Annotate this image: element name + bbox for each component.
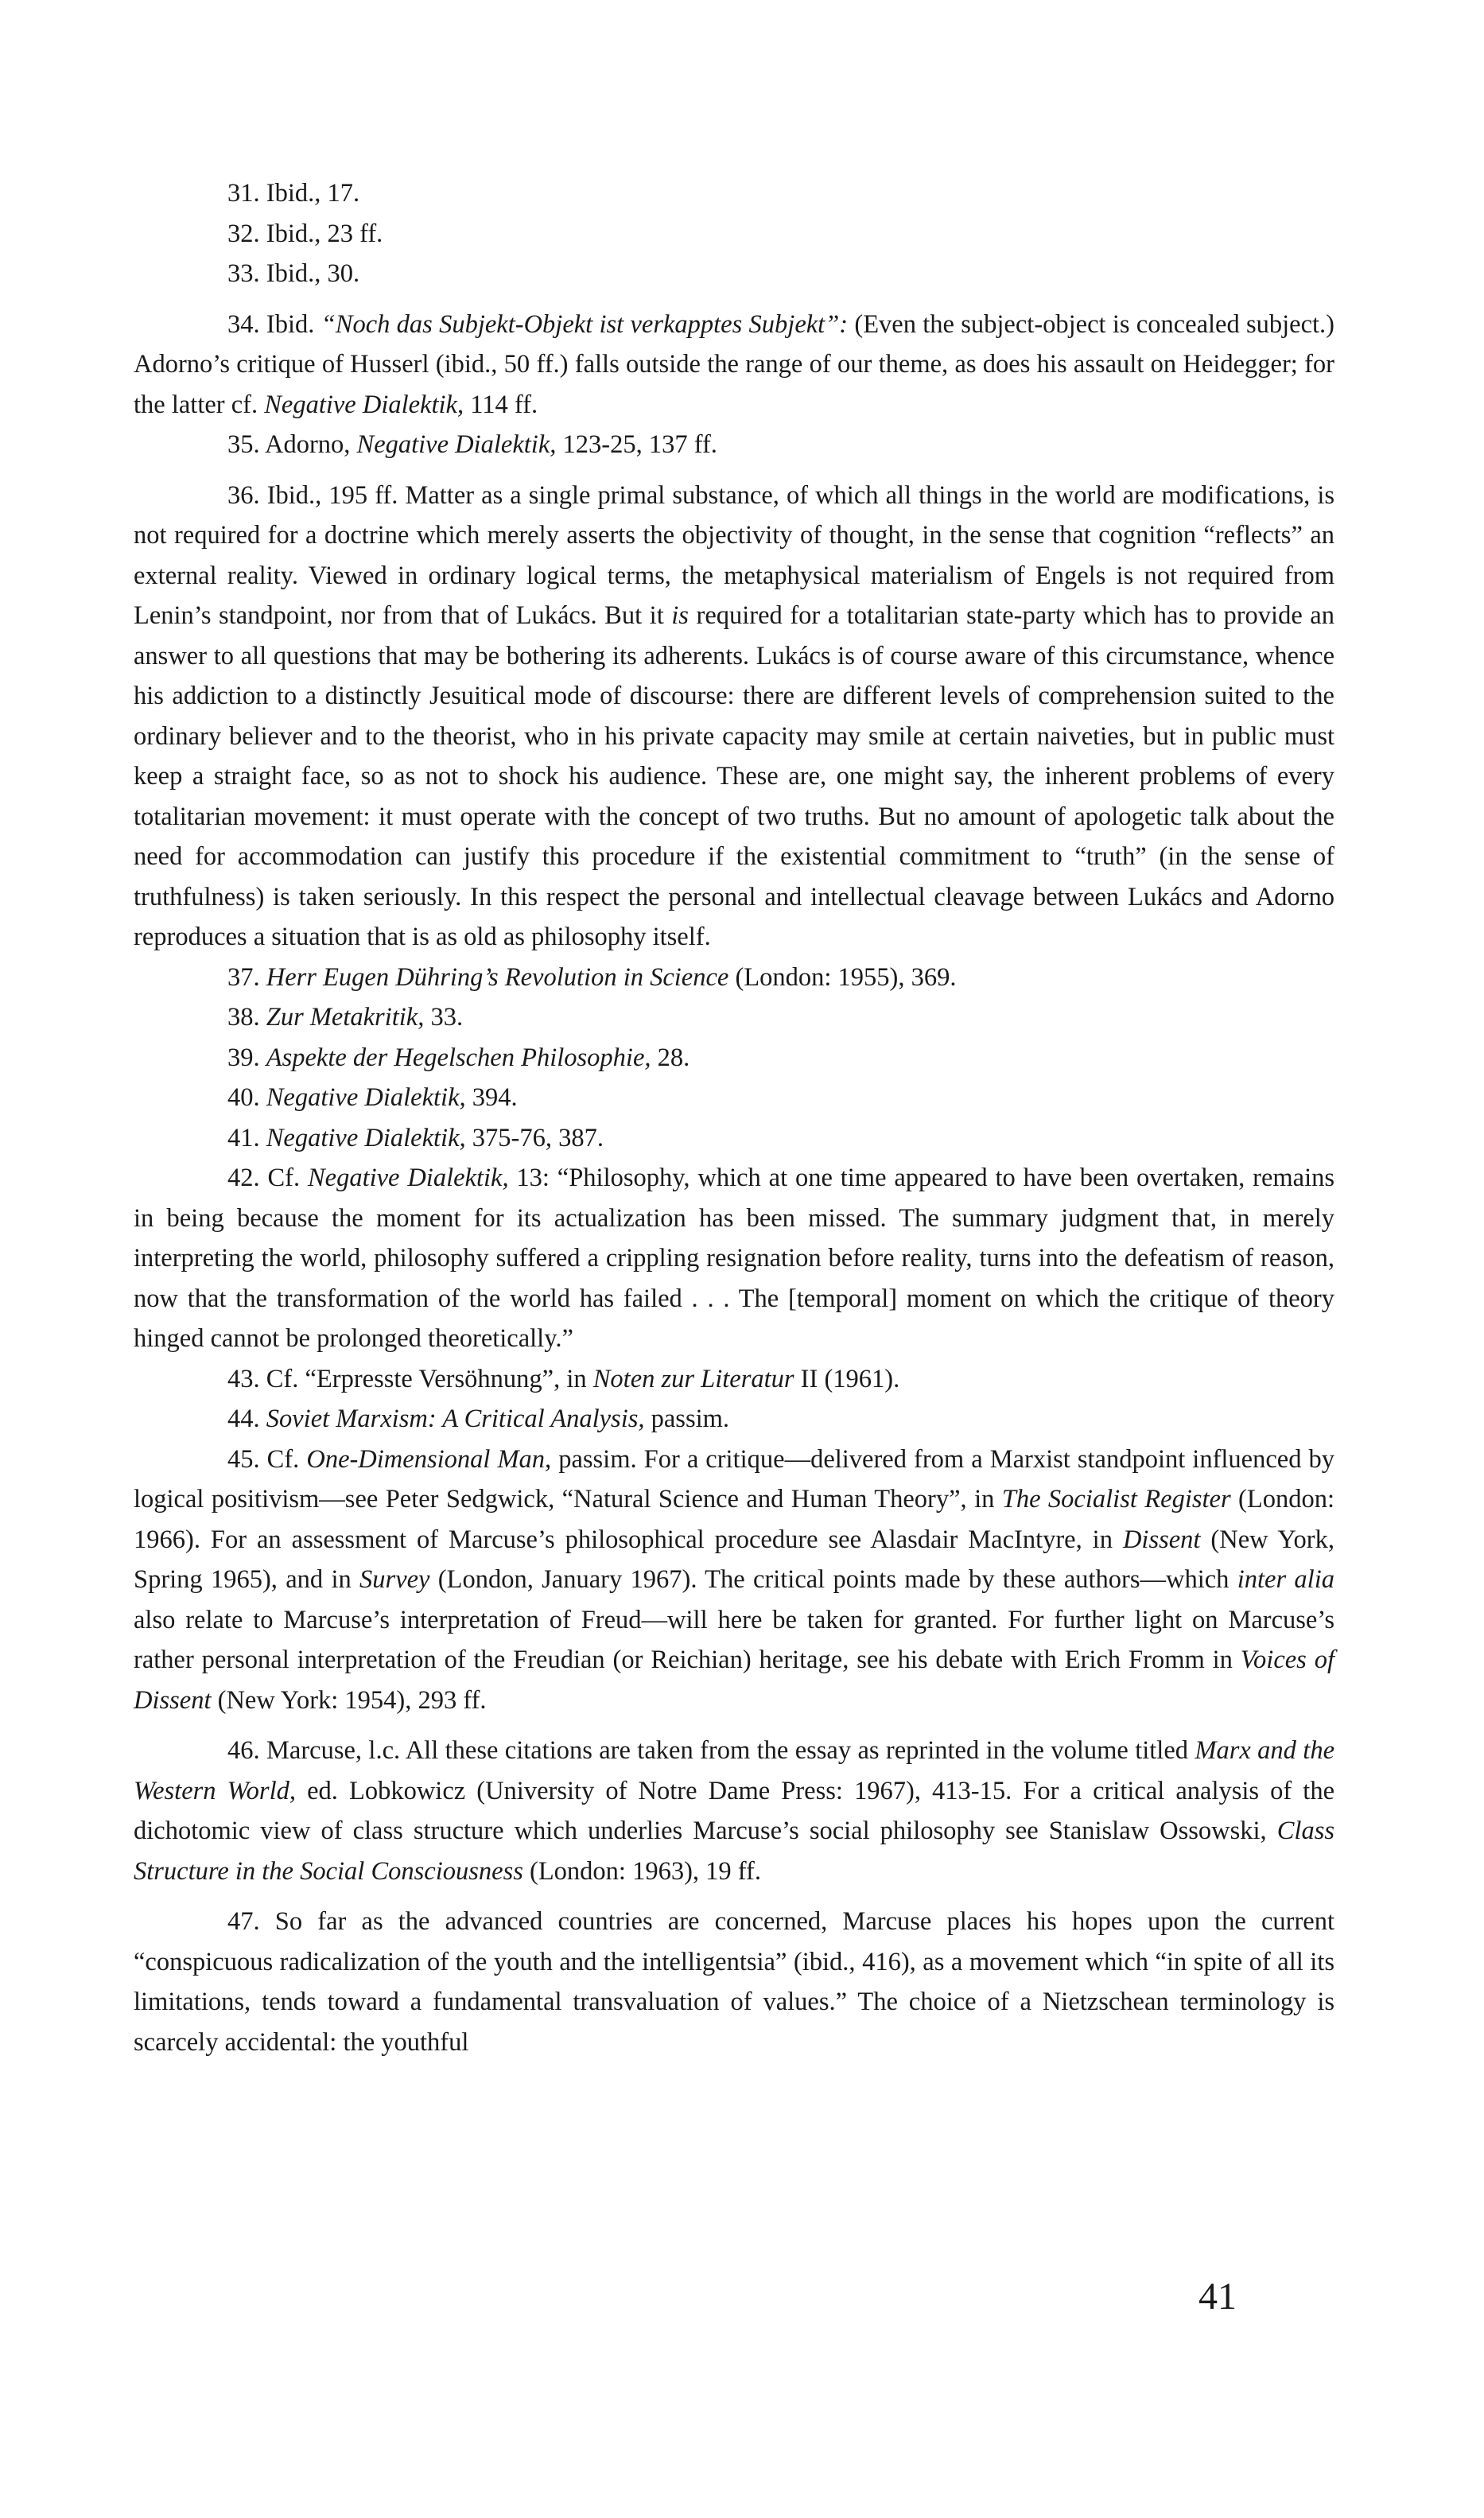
footnote-number: 45.: [227, 1444, 260, 1474]
footnote-46: [134, 1731, 1334, 1891]
footnote-number: 38.: [227, 1003, 260, 1032]
footnote-italic-text: Noten zur Literatur: [592, 1364, 794, 1393]
footnote-italic-text: Negative Dialektik,: [264, 390, 464, 419]
footnote-33: [134, 254, 1334, 294]
footnote-number: 37.: [227, 962, 260, 992]
footnote-37: [134, 958, 1334, 998]
footnote-number: 33.: [227, 259, 260, 288]
footnote-44: [134, 1399, 1334, 1440]
footnote-italic-text: Dissent: [1122, 1525, 1201, 1554]
footnote-text: 33.: [424, 1003, 464, 1032]
footnote-text: Ibid., 23 ff.: [266, 219, 383, 248]
footnote-number: 47.: [227, 1907, 260, 1936]
footnote-number: 31.: [227, 179, 260, 208]
footnote-number: 35.: [227, 430, 260, 459]
footnote-number: 36.: [227, 480, 260, 510]
footnote-text: 114 ff.: [464, 390, 538, 419]
footnote-45: [134, 1440, 1334, 1721]
footnote-text: Adorno,: [264, 430, 357, 459]
footnote-number: 41.: [227, 1123, 260, 1152]
footnote-text: Cf.: [267, 1164, 308, 1192]
footnote-italic-text: One-Dimensional Man,: [306, 1444, 552, 1474]
footnote-text: So far as the advanced countries are concerned, Marcuse places his hopes upon the current “conspicuous radicalization of the youth and the intelligentsia” (ibid., 416), as a movement which “in spite of all its limitations, tends toward a fundamental transvaluation of values.” The choice of a Nietzschean terminology is scarcely accidental: the youthful: [134, 1907, 1334, 2057]
footnote-italic-text: “Noch das Subjekt-Objekt ist verkapptes Subjekt”:: [320, 309, 849, 339]
footnote-number: 46.: [227, 1736, 260, 1765]
footnote-41: [134, 1118, 1334, 1159]
footnote-text: (New York, Spring 1965), and in: [134, 1525, 1335, 1594]
footnote-number: 44.: [227, 1405, 260, 1433]
footnote-italic-text: Survey: [359, 1565, 430, 1594]
footnote-italic-text: Soviet Marxism: A Critical Analysis,: [266, 1405, 645, 1433]
footnote-text: Cf. “Erpresste Versöhnung”, in: [266, 1364, 593, 1393]
footnote-text: passim.: [644, 1405, 730, 1433]
footnote-number: 34.: [227, 309, 260, 339]
footnote-text: Ibid.: [266, 309, 321, 339]
footnote-list: [134, 173, 1334, 2062]
footnote-text: 13: “Philosophy, which at one time appeared to have been overtaken, remains in being because the moment for its actualization has been missed. The summary judgment that, in merely interpreting the world, philosophy suffered a crippling resignation before reality, turns into the defeatism of reason, now that the transformation of the world has failed . . . The [temporal] moment on which the critique of theory hinged cannot be prolonged theoretically.”: [134, 1164, 1334, 1353]
footnote-italic-text: Class Structure in the Social Consciousness: [134, 1817, 1334, 1886]
footnote-italic-text: Negative Dialektik,: [266, 1083, 466, 1112]
footnote-42: [134, 1158, 1334, 1359]
footnote-text: ed. Lobkowicz (University of Notre Dame Press: 1967), 413-15. For a critical analysis of the dichotomic view of class structure which underlies Marcuse’s social philosophy see Stanislaw Ossowski,: [134, 1776, 1335, 1845]
footnote-italic-text: Zur Metakritik,: [266, 1003, 425, 1032]
footnote-italic-text: Negative Dialektik,: [356, 430, 557, 459]
footnote-47: [134, 1902, 1334, 2062]
footnote-italic-text: inter alia: [1237, 1565, 1334, 1594]
footnote-text: Ibid., 17.: [266, 179, 360, 208]
footnote-32: [134, 214, 1334, 255]
footnote-text: 394.: [465, 1083, 518, 1112]
footnote-text: (London: 1966). For an assessment of Marcuse’s philosophical procedure see Alasdair MacIntyre, in: [134, 1485, 1334, 1554]
footnote-text: passim. For a critique—delivered from a Marxist standpoint influenced by logical positivism—see Peter Sedgwick, “Natural Science and Human Theory”, in: [134, 1444, 1334, 1514]
footnote-italic-text: Aspekte der Hegelschen Philosophie,: [266, 1043, 651, 1072]
footnote-text: II (1961).: [794, 1364, 900, 1393]
footnote-36: [134, 476, 1334, 958]
footnote-number: 43.: [227, 1364, 260, 1393]
footnotes-page: [134, 173, 1334, 2062]
footnote-text: 28.: [651, 1043, 690, 1072]
footnote-text: (Even the subject-object is concealed subject.) Adorno’s critique of Husserl (ibid., 50 ff.) falls outside the range of our theme, as does his assault on Heidegger; for the latter cf.: [134, 309, 1334, 419]
footnote-italic-text: Herr Eugen Dühring’s Revolution in Science: [266, 962, 729, 992]
footnote-number: 32.: [227, 219, 260, 248]
footnote-31: [134, 173, 1334, 214]
footnote-number: 40.: [227, 1083, 260, 1112]
footnote-italic-text: The Socialist Register: [1001, 1485, 1231, 1514]
footnote-text: 123-25, 137 ff.: [556, 430, 717, 459]
footnote-italic-text: Negative Dialektik,: [307, 1164, 509, 1192]
footnote-text: Cf.: [266, 1444, 307, 1474]
footnote-35: [134, 425, 1334, 465]
footnote-italic-text: Negative Dialektik,: [266, 1123, 466, 1152]
footnote-39: [134, 1038, 1334, 1078]
footnote-italic-text: Marx and the Western World,: [134, 1736, 1334, 1805]
footnote-number: 39.: [227, 1043, 260, 1072]
footnote-text: Ibid., 30.: [266, 259, 360, 288]
footnote-italic-text: Voices of Dissent: [134, 1646, 1334, 1715]
footnote-43: [134, 1359, 1334, 1400]
footnote-text: (London: 1963), 19 ff.: [523, 1856, 761, 1886]
footnote-text: (New York: 1954), 293 ff.: [211, 1685, 487, 1715]
footnote-italic-text: is: [671, 601, 689, 630]
footnote-text: (London, January 1967). The critical points made by these authors—which: [429, 1565, 1237, 1594]
footnote-number: 42.: [227, 1164, 260, 1192]
footnote-34: [134, 305, 1334, 425]
footnote-text: 375-76, 387.: [465, 1123, 604, 1152]
footnote-text: Marcuse, l.c. All these citations are taken from the essay as reprinted in the volume titled: [266, 1736, 1195, 1765]
footnote-text: also relate to Marcuse’s interpretation of Freud—will here be taken for granted. For further light on Marcuse’s rather personal interpretation of the Freudian (or Reichian) heritage, see his debate with Erich Fromm in: [134, 1605, 1334, 1674]
footnote-38: [134, 997, 1334, 1038]
footnote-text: (London: 1955), 369.: [728, 962, 957, 992]
page-number: 41: [1198, 2275, 1237, 2318]
footnote-text: required for a totalitarian state-party which has to provide an answer to all questions that may be bothering its adherents. Lukács is of course aware of this circumstance, whence his addiction to a distinctly Jesuitical mode of discourse: there are different levels of comprehension suited to the ordinary believer and to the theorist, who in his private capacity may smile at certain naiveties, but in public must keep a straight face, so as not to shock his audience. These are, one might say, the inherent problems of every totalitarian movement: it must operate with the concept of two truths. But no amount of apologetic talk about the need for accommodation can justify this procedure if the existential commitment to “truth” (in the sense of truthfulness) is taken seriously. In this respect the personal and intellectual cleavage between Lukács and Adorno reproduces a situation that is as old as philosophy itself.: [134, 601, 1334, 951]
footnote-40: [134, 1078, 1334, 1118]
footnote-text: Ibid., 195 ff. Matter as a single primal substance, of which all things in the world are modifications, is not required for a doctrine which merely asserts the objectivity of thought, in the sense that cognition “reflects” an external reality. Viewed in ordinary logical terms, the metaphysical materialism of Engels is not required from Lenin’s standpoint, nor from that of Lukács. But it: [134, 480, 1335, 630]
